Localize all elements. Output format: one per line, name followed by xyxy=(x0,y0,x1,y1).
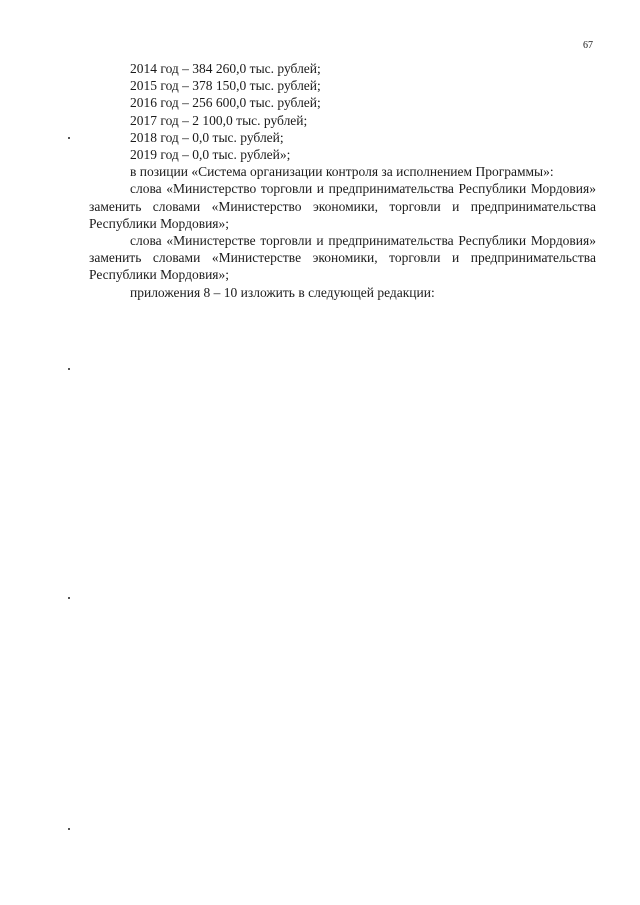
page-number: 67 xyxy=(583,40,593,51)
document-body xyxy=(89,60,596,301)
paragraph-ministry-replacement-1: слова «Министерство торговли и предпринимательства Республики Мордовия» заменить словами «Министерство экономики, торговли и предпринимательства Республики Мордовия»; xyxy=(89,181,596,231)
funding-line-2019: 2019 год – 0,0 тыс. рублей»; xyxy=(130,147,291,163)
paragraph-appendices: приложения 8 – 10 изложить в следующей редакции: xyxy=(130,284,435,300)
scan-mark xyxy=(68,137,70,139)
funding-line-2014: 2014 год – 384 260,0 тыс. рублей; xyxy=(130,61,321,76)
funding-line-2018: 2018 год – 0,0 тыс. рублей; xyxy=(130,129,284,145)
funding-line-2017: 2017 год – 2 100,0 тыс. рублей; xyxy=(130,112,308,128)
scan-mark xyxy=(68,368,70,370)
funding-line-2016: 2016 год – 256 600,0 тыс. рублей; xyxy=(130,95,321,111)
funding-line-2015: 2015 год – 378 150,0 тыс. рублей; xyxy=(130,78,321,94)
paragraph-control-system: в позиции «Система организации контроля за исполнением Программы»: xyxy=(130,164,554,180)
scan-mark xyxy=(68,597,70,599)
paragraph-ministry-replacement-2: слова «Министерстве торговли и предпринимательства Республики Мордовия» заменить словами «Министерстве экономики, торговли и предпринимательства Республики Мордовия»; xyxy=(89,233,596,283)
scan-mark xyxy=(68,828,70,830)
